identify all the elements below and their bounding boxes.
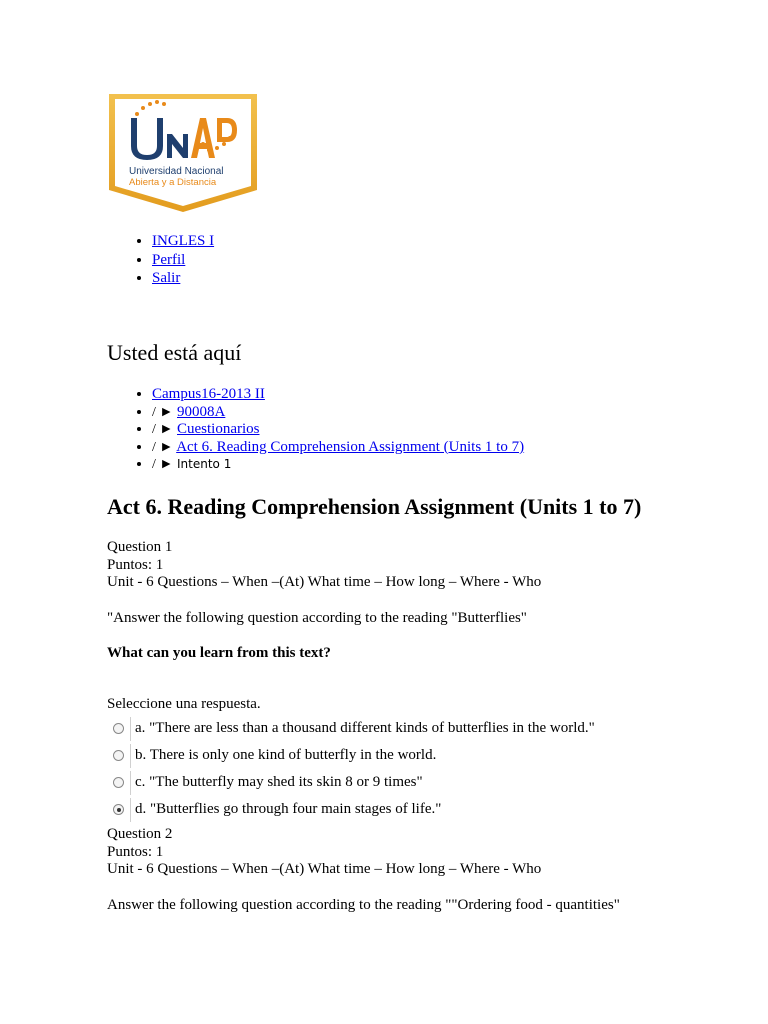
breadcrumb-item	[152, 404, 524, 422]
question-unit: Unit - 6 Questions – When –(At) What time – How long – Where - Who	[107, 861, 542, 877]
question-prompt: What can you learn from this text?	[107, 645, 331, 661]
breadcrumb-separator: / ►	[152, 422, 174, 438]
question-unit: Unit - 6 Questions – When –(At) What time – How long – Where - Who	[107, 574, 542, 590]
question-number: Question 2	[107, 826, 173, 842]
nav-link-salir[interactable]: Salir	[152, 270, 181, 286]
question-points: Puntos: 1	[107, 843, 164, 860]
answer-option-a[interactable]	[107, 715, 747, 742]
radio-icon	[113, 777, 124, 788]
question-2	[107, 826, 747, 914]
breadcrumb	[107, 386, 524, 474]
breadcrumb-item	[152, 439, 524, 457]
nav-link-ingles[interactable]: INGLES I	[152, 233, 215, 249]
breadcrumb-link-course[interactable]: 90008A	[177, 403, 226, 420]
answer-option-c[interactable]	[107, 769, 747, 796]
breadcrumb-item	[152, 456, 524, 474]
nav-link-item	[152, 232, 214, 251]
breadcrumb-link-quizzes[interactable]: Cuestionarios	[177, 421, 260, 438]
nav-link-item	[152, 269, 214, 288]
nav-links	[107, 232, 214, 288]
radio-button[interactable]	[107, 798, 131, 822]
question-1	[107, 539, 747, 823]
unad-logo-badge	[107, 92, 259, 214]
answer-option-label[interactable]: b. There is only one kind of butterfly in the world.	[135, 747, 437, 763]
breadcrumb-link-campus[interactable]: Campus16-2013 II	[152, 386, 265, 402]
answer-option-b[interactable]	[107, 742, 747, 769]
radio-button[interactable]	[107, 717, 131, 741]
answer-option-d[interactable]	[107, 796, 747, 823]
breadcrumb-link-activity[interactable]: Act 6. Reading Comprehension Assignment (Units 1 to 7)	[176, 438, 525, 455]
breadcrumb-separator: / ►	[152, 404, 174, 420]
radio-button[interactable]	[107, 771, 131, 795]
page-title: Act 6. Reading Comprehension Assignment (Units 1 to 7)	[107, 494, 642, 519]
breadcrumb-item	[152, 421, 524, 439]
question-instruction: "Answer the following question according to the reading "Butterflies"	[107, 609, 527, 626]
answer-option-label[interactable]: a. "There are less than a thousand different kinds of butterflies in the world."	[135, 720, 595, 736]
answer-options	[107, 715, 747, 823]
radio-checked-icon	[113, 804, 124, 815]
breadcrumb-heading: Usted está aquí	[107, 340, 242, 365]
question-points: Puntos: 1	[107, 556, 164, 573]
breadcrumb-current: Intento 1	[177, 457, 232, 472]
logo-line-1: Universidad Nacional	[129, 166, 224, 177]
radio-icon	[113, 723, 124, 734]
answer-option-label[interactable]: d. "Butterflies go through four main stages of life."	[135, 801, 442, 817]
select-answer-label: Seleccione una respuesta.	[107, 695, 261, 712]
radio-icon	[113, 750, 124, 761]
logo-line-2: Abierta y a Distancia	[129, 177, 217, 188]
answer-option-label[interactable]: c. "The butterfly may shed its skin 8 or 9 times"	[135, 774, 423, 790]
breadcrumb-separator: / ►	[152, 457, 174, 473]
breadcrumb-item	[152, 386, 524, 404]
nav-link-item	[152, 251, 214, 270]
radio-button[interactable]	[107, 744, 131, 768]
question-instruction: Answer the following question according to the reading ""Ordering food - quantities"	[107, 896, 620, 913]
breadcrumb-separator: / ►	[152, 439, 174, 455]
unad-logo	[107, 92, 259, 214]
question-number: Question 1	[107, 539, 173, 555]
nav-link-perfil[interactable]: Perfil	[152, 251, 186, 268]
